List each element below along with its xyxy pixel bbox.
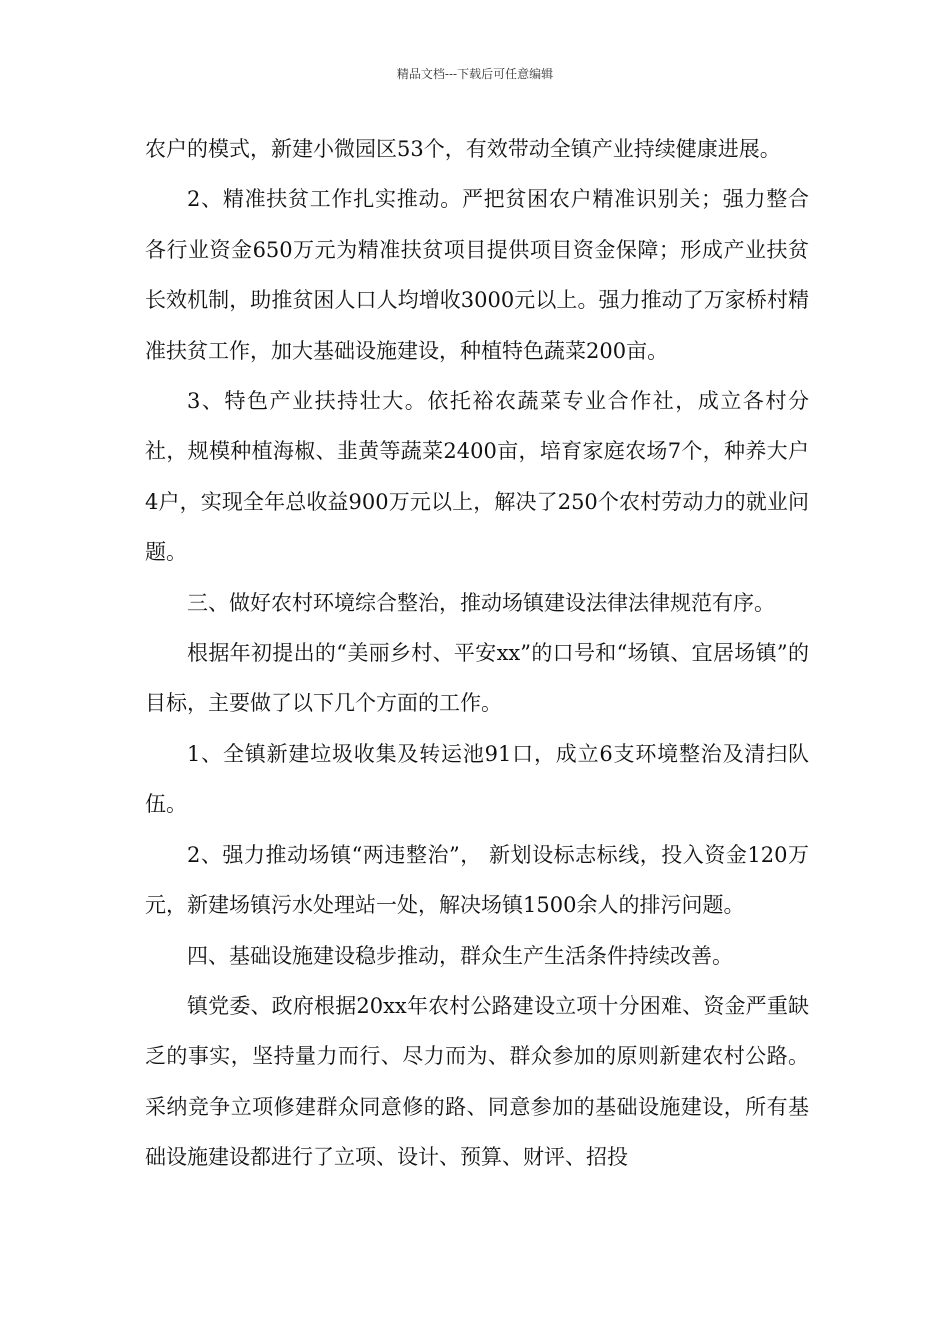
paragraph-garbage-collection: 1、全镇新建垃圾收集及转运池91口，成立6支环境整治及清扫队伍。 [145, 741, 809, 817]
paragraph-two-violations: 2、强力推动场镇“两违整治”， 新划设标志标线，投入资金120万元，新建场镇污水处理站一处，解决场镇1500余人的排污问题。 [145, 842, 809, 918]
paragraph-continuation: 农户的模式，新建小微园区53个，有效带动全镇产业持续健康进展。 [145, 137, 781, 161]
section-heading-rural-environment: 三、做好农村环境综合整治，推动场镇建设法律法律规范有序。 [187, 590, 775, 615]
paragraph-characteristic-industry: 3、特色产业扶持壮大。依托裕农蔬菜专业合作社，成立各村分社，规模种植海椒、韭黄等蔬菜2400亩，培育家庭农场7个，种养大户4户，实现全年总收益900万元以上，解决了250个农村劳动力的就业问题。 [145, 389, 809, 565]
document-body [145, 124, 809, 1183]
paragraph-precise-poverty-alleviation: 2、精准扶贫工作扎实推动。严把贫困农户精准识别关；强力整合各行业资金650万元为精准扶贫项目提供项目资金保障；形成产业扶贫长效机制，助推贫困人口人均增收3000元以上。强力推动了万家桥村精准扶贫工作，加大基础设施建设，种植特色蔬菜200亩。 [145, 187, 809, 363]
section-heading-infrastructure: 四、基础设施建设稳步推动，群众生产生活条件持续改善。 [187, 943, 733, 968]
page-header: 精品文档---下载后可任意编辑 [396, 67, 554, 81]
paragraph-beautiful-village: 根据年初提出的“美丽乡村、平安xx”的口号和“场镇、宜居场镇”的目标，主要做了以下几个方面的工作。 [145, 641, 809, 716]
paragraph-rural-roads: 镇党委、政府根据20xx年农村公路建设立项十分困难、资金严重缺乏的事实，坚持量力而行、尽力而为、群众参加的原则新建农村公路。采纳竞争立项修建群众同意修的路、同意参加的基础设施建设，所有基础设施建设都进行了立项、设计、预算、财评、招投 [145, 993, 809, 1170]
